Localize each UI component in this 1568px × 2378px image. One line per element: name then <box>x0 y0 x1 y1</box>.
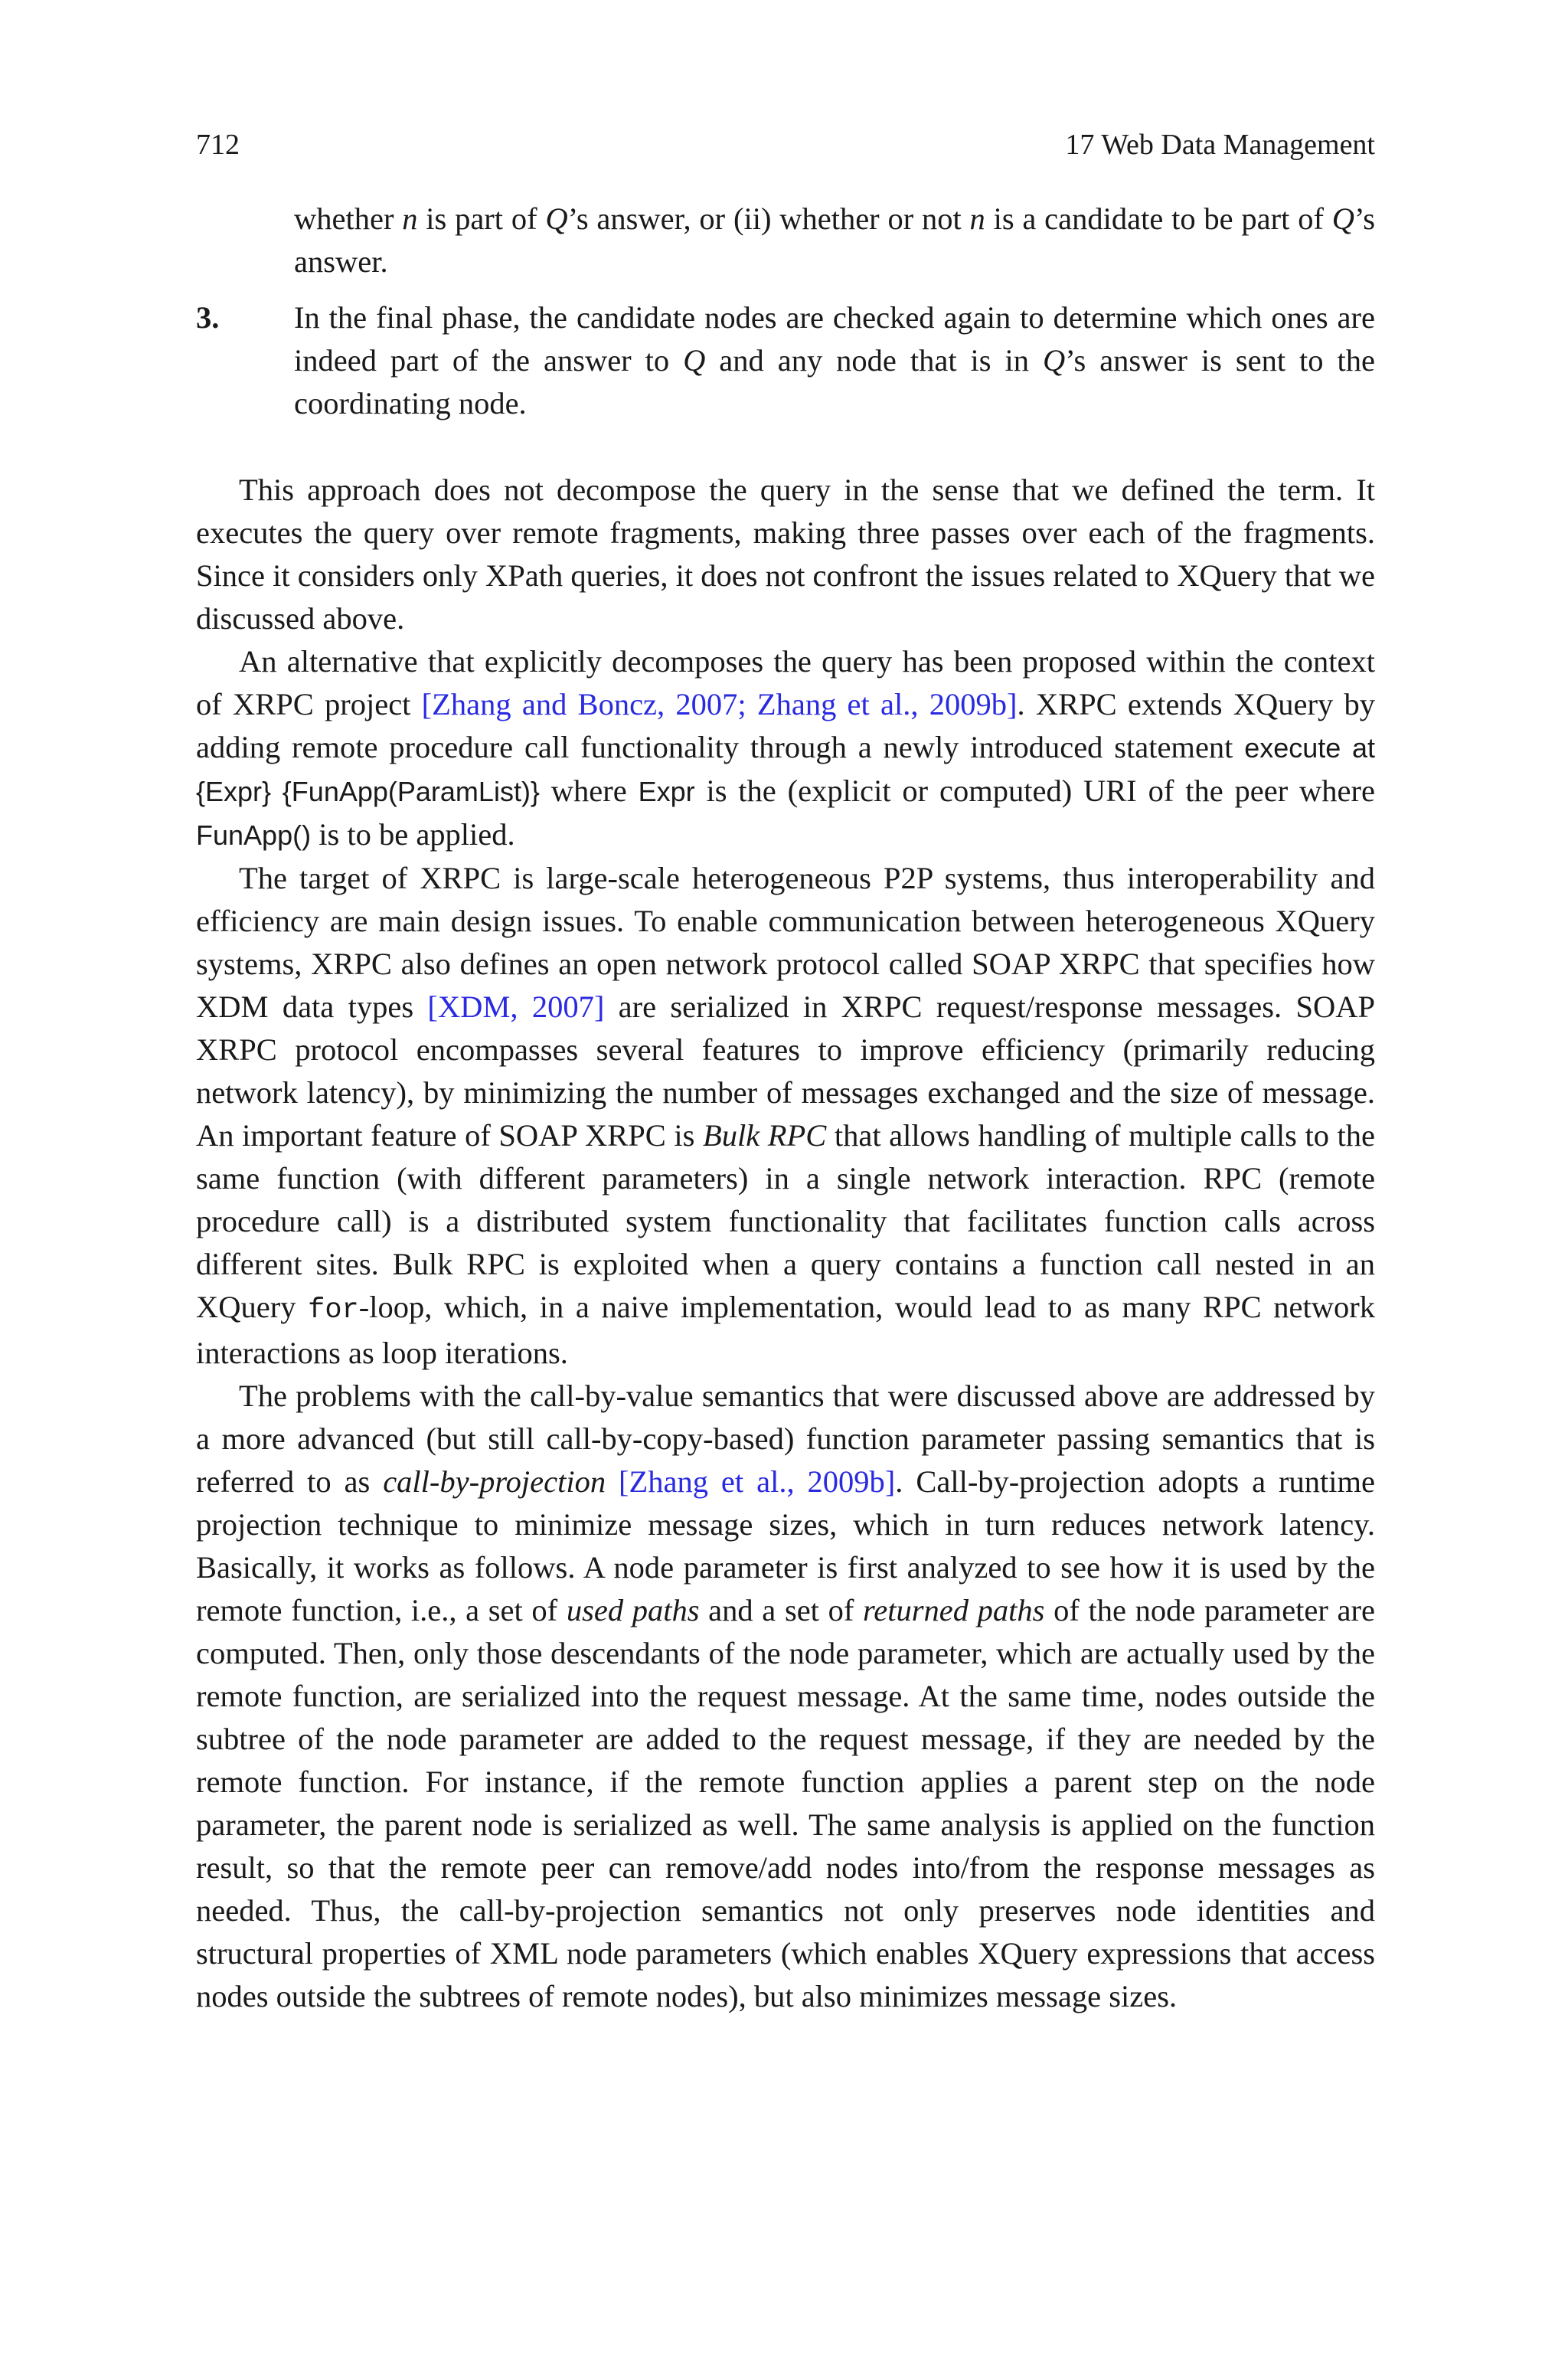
list-number: 3. <box>196 300 220 335</box>
citation-link[interactable]: [Zhang and Boncz, 2007; Zhang et al., 2009b] <box>421 687 1018 721</box>
code-keyword: for <box>308 1294 359 1326</box>
citation-link[interactable]: [Zhang et al., 2009b] <box>619 1464 896 1499</box>
list-item-2-continuation: whether n is part of Q’s answer, or (ii) whether or not n is a candidate to be part of Q’s answer. <box>294 201 1375 279</box>
chapter-title: 17 Web Data Management <box>1065 129 1375 161</box>
paragraph-3: The target of XRPC is large-scale heterogeneous P2P systems, thus interoperability and efficiency are main design issues. To enable communication between heterogeneous XQuery systems, XRPC also defines an open network protocol called SOAP XRPC that specifies how XDM data types [XDM, 2007] are serialized in XRPC request/response messages. SOAP XRPC protocol encompasses several features to improve efficiency (primarily reducing network latency), by minimizing the number of messages exchanged and the size of message. An important feature of SOAP XRPC is Bulk RPC that allows handling of multiple calls to the same function (with different parameters) in a single network interaction. RPC (remote procedure call) is a distributed system functionality that facilitates function calls across different sites. Bulk RPC is exploited when a query contains a function call nested in an XQuery for-loop, which, in a naive implementation, would lead to as many RPC network interactions as loop iterations. <box>196 861 1376 1370</box>
page-number: 712 <box>196 129 240 161</box>
paragraph-1: This approach does not decompose the query in the sense that we defined the term. It executes the query over remote fragments, making three passes over each of the fragments. Since it considers only XPath queries, it does not confront the issues related to XQuery that we discussed above. <box>196 473 1375 636</box>
running-header <box>196 123 1375 166</box>
citation-link[interactable]: [XDM, 2007] <box>427 989 605 1024</box>
paragraph-4: The problems with the call-by-value semantics that were discussed above are addressed by a more advanced (but still call-by-copy-based) function parameter passing semantics that is referred to as call-by-projection [Zhang et al., 2009b]. Call-by-projection adopts a runtime projection technique to minimize message sizes, which in turn reduces network latency. Basically, it works as follows. A node parameter is first analyzed to see how it is used by the remote function, i.e., a set of used paths and a set of returned paths of the node parameter are computed. Then, only those descendants of the node parameter, which are actually used by the remote function, are serialized into the request message. At the same time, nodes outside the subtree of the node parameter are added to the request message, if they are needed by the remote function. For instance, if the remote function applies a parent step on the node parameter, the parent node is serialized as well. The same analysis is applied on the function result, so that the remote peer can remove/add nodes into/from the response messages as needed. Thus, the call-by-projection semantics not only preserves node identities and structural properties of XML node parameters (which enables XQuery expressions that access nodes outside the subtrees of remote nodes), but also minimizes message sizes. <box>196 1379 1375 2013</box>
code-statement: execute at {Expr} {FunApp(ParamList)} <box>196 732 1375 807</box>
list-item-3 <box>196 296 1375 425</box>
list-item-text: In the final phase, the candidate nodes are checked again to determine which ones are indeed part of the answer to Q and any node that is in Q’s answer is sent to the coordinating node. <box>294 300 1375 420</box>
page-body <box>196 198 1375 2018</box>
paragraph-2: An alternative that explicitly decomposes the query has been proposed within the context of XRPC project [Zhang and Boncz, 2007; Zhang et al., 2009b]. XRPC extends XQuery by adding remote procedure call functionality through a newly introduced statement execute at {Expr} {FunApp(ParamList)} where Expr is the (explicit or computed) URI of the peer where FunApp() is to be applied. <box>196 644 1375 852</box>
